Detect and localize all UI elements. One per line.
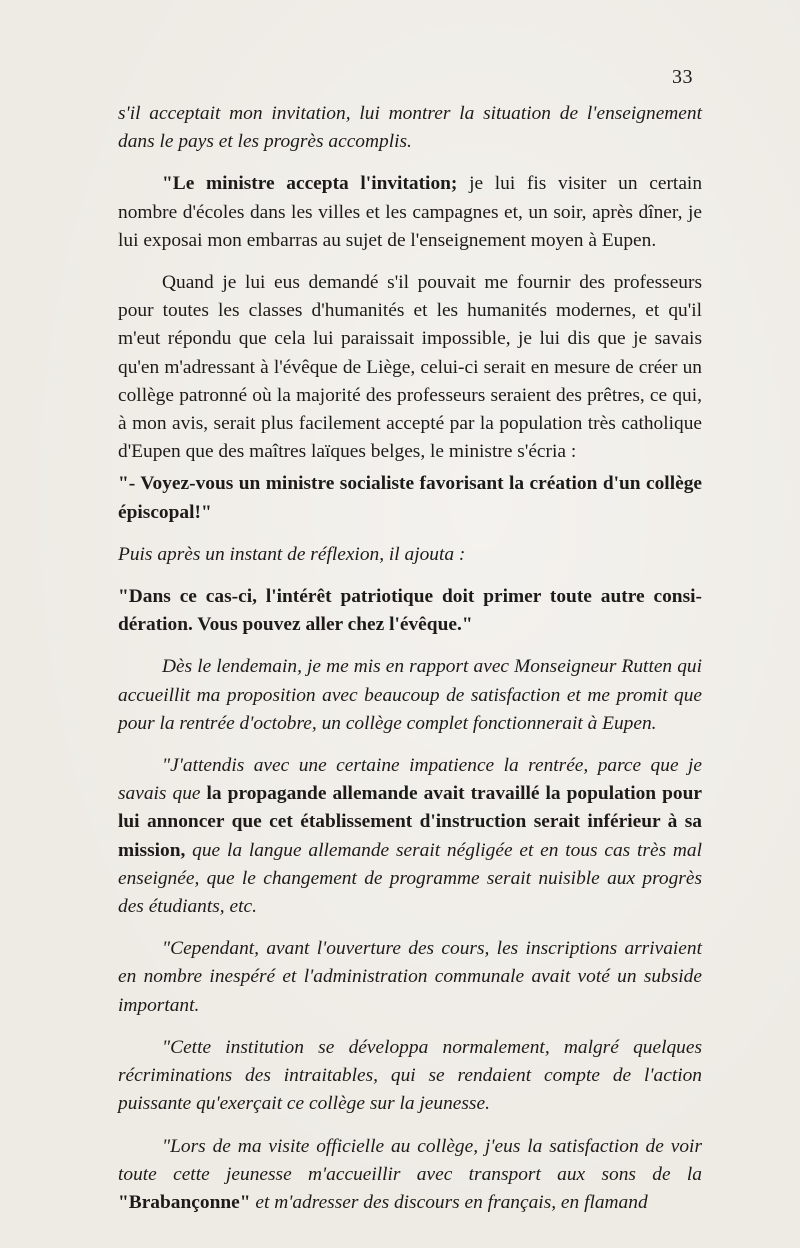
text-run: Quand je lui eus demandé s'il pouvait me fournir des professeurs pour toutes les classes d'humanités et les humanités modernes, et qu'il m'eut répondu que cela lui paraissait impossible, je lui dis que je savais qu'en m'adressant à l'évêque de Liège, celui-ci serait en mesure de créer un collège patronné où la majorité des professeurs seraient des prêtres, ce qui, à mon avis, serait plus facilement accepté par la population très catholique d'Eupen que des maîtres laïques belges, le ministre s'écria : [118, 272, 702, 463]
text-run: "Dans ce cas-ci, l'intérêt patriotique doit primer toute autre considération. Vous pouvez aller chez l'évêque." [118, 586, 702, 636]
text-run: "- Voyez-vous un ministre socialiste favorisant la création d'un collège épiscopal!" [118, 473, 702, 523]
paragraph-10 [118, 1034, 702, 1119]
paragraph-9 [118, 935, 702, 1020]
paragraph-2 [118, 170, 702, 255]
paragraph-11 [118, 1133, 702, 1218]
text-run: s'il acceptait mon invitation, lui montrer la situation de l'enseignement dans le pays et les progrès accomplis. [118, 103, 702, 153]
text-run: "Brabançonne" [118, 1191, 251, 1213]
text-run: "J'attendis avec une certaine impatience la rentrée, parce que je savais que [118, 755, 702, 805]
text-run: que la langue allemande serait négligée et en tous cas très mal enseignée, que le changement de programme serait nuisible aux progrès des étudiants, etc. [118, 839, 702, 918]
text-run: "Cependant, avant l'ouverture des cours, les inscriptions arrivaient en nombre inespéré et l'administration communale avait voté un subside important. [118, 938, 702, 1016]
paragraph-8 [118, 752, 702, 921]
paragraph-7 [118, 653, 702, 738]
text-run: Dès le lendemain, je me mis en rapport avec Monseigneur Rutten qui accueillit ma proposition avec beaucoup de satisfaction et me promit que pour la rentrée d'octobre, un collège complet fonctionnerait à Eupen. [118, 656, 702, 734]
text-run: "Le ministre accepta l'invitation; [162, 173, 458, 195]
text-run: et m'adresser des discours en français, en flamand [250, 1191, 648, 1213]
text-run: la propagande allemande avait travaillé la population pour lui annoncer que cet établissement d'instruction serait inférieur à sa mission, [118, 783, 702, 861]
text-run: "Lors de ma visite officielle au collège, j'eus la satisfaction de voir toute cette jeunesse m'accueillir avec transport aux sons de la [118, 1135, 702, 1185]
page-number: 33 [672, 66, 693, 88]
paragraph-1 [118, 100, 702, 156]
paragraph-6 [118, 583, 702, 639]
paragraph-5 [118, 541, 702, 569]
text-run: Puis après un instant de réflexion, il ajouta : [118, 543, 466, 565]
body-text [118, 100, 702, 1231]
text-run: "Cette institution se développa normalement, malgré quelques récriminations des intraitables, qui se rendaient compte de l'action puissante qu'exerçait ce collège sur la jeunesse. [118, 1036, 702, 1115]
text-run: je lui fis visiter un certain nombre d'écoles dans les villes et les campagnes et, un soir, après dîner, je lui exposai mon embarras au sujet de l'enseignement moyen à Eupen. [118, 173, 703, 251]
paragraph-3 [118, 269, 702, 466]
paragraph-4 [118, 470, 702, 526]
